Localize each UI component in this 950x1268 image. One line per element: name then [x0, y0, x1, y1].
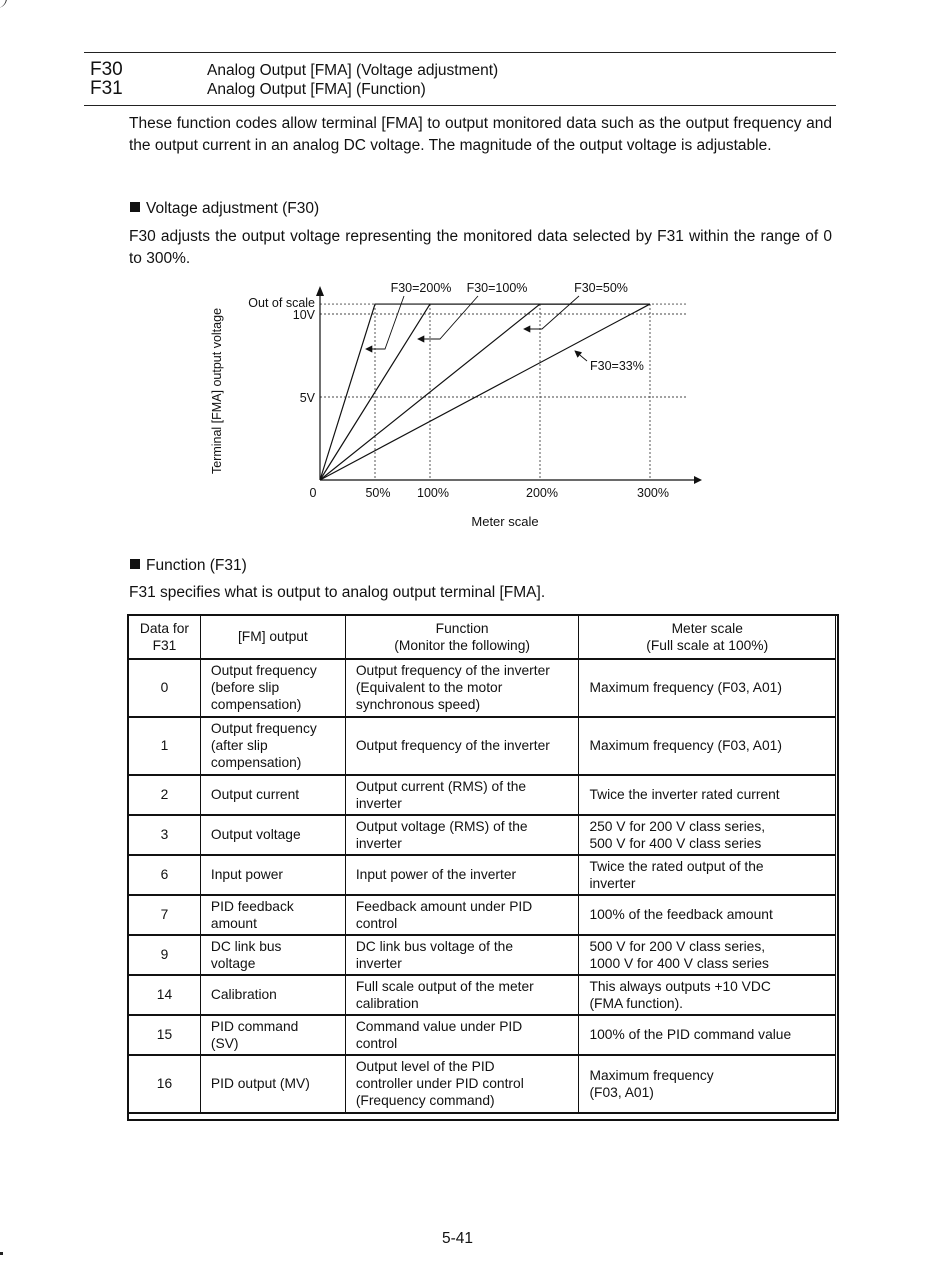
series-label-2: F30=50%: [574, 281, 628, 295]
series-leader-1: [418, 296, 478, 339]
x-tick-label-0: 0: [309, 486, 317, 500]
y-axis-arrow-icon: [316, 286, 324, 296]
fm-output-cell-line: compensation): [210, 697, 302, 712]
meter-scale-cell: [579, 659, 836, 717]
fm-output-cell-line: PID feedback: [210, 898, 294, 914]
fm-output-cell: [200, 775, 345, 815]
data-code-cell: 2: [129, 775, 201, 815]
meter-scale-cell-line: Maximum frequency: [589, 1067, 714, 1083]
column-header-line: Data for: [139, 620, 189, 636]
fm-output-cell-line: compensation): [210, 755, 302, 770]
y-tick-label-1: 10V: [292, 308, 315, 322]
function-cell: [345, 1055, 579, 1113]
y-tick-label-0: 5V: [299, 391, 315, 405]
function-code-f31: F31: [90, 78, 123, 99]
x-tick-label-3: 200%: [526, 486, 558, 500]
function-title-f31: Analog Output [FMA] (Function): [207, 81, 426, 98]
function-cell-line: Full scale output of the meter: [355, 978, 534, 994]
meter-scale-cell: [579, 975, 836, 1015]
f31-function-table: [128, 615, 836, 1114]
series-label-0: F30=200%: [390, 281, 452, 295]
function-cell: [345, 895, 579, 935]
table-row: [129, 775, 836, 815]
function-cell: [345, 1015, 579, 1055]
series-leader-2: [524, 296, 579, 329]
function-cell-line: Output current (RMS) of the: [355, 778, 527, 794]
function-cell-line: Input power of the inverter: [355, 867, 517, 882]
table-row: [129, 1015, 836, 1055]
data-code-cell: 16: [129, 1055, 201, 1113]
column-header-line: F31: [152, 637, 177, 653]
fm-output-cell-line: amount: [210, 915, 257, 931]
function-cell-line: Output frequency of the inverter: [355, 738, 550, 753]
table-row: [129, 855, 836, 895]
column-header-line: (Full scale at 100%): [646, 637, 769, 653]
fm-output-cell-line: DC link bus: [210, 938, 282, 954]
column-header: [579, 616, 836, 659]
fm-output-cell: [200, 717, 345, 775]
function-cell-line: DC link bus voltage of the: [355, 938, 514, 954]
function-cell: [345, 935, 579, 975]
function-cell-line: inverter: [355, 955, 402, 971]
fm-output-cell-line: PID command: [210, 1018, 299, 1034]
voltage-adjustment-heading: Voltage adjustment (F30): [130, 199, 319, 219]
function-cell: [345, 659, 579, 717]
function-cell: [345, 815, 579, 855]
function-cell-line: (Frequency command): [355, 1093, 495, 1108]
function-paragraph: F31 specifies what is output to analog output terminal [FMA].: [129, 584, 546, 601]
fm-output-cell: [200, 975, 345, 1015]
y-axis-label: Terminal [FMA] output voltage: [210, 307, 224, 475]
function-cell: [345, 975, 579, 1015]
series-line-3: [320, 304, 650, 480]
column-header-line: Function: [435, 620, 489, 636]
meter-scale-cell: [579, 717, 836, 775]
meter-scale-cell: [579, 1055, 836, 1113]
data-code-cell: 14: [129, 975, 201, 1015]
x-tick-label-2: 100%: [417, 486, 449, 500]
fm-output-cell-line: (after slip: [210, 738, 268, 753]
fm-output-cell: [200, 855, 345, 895]
series-leader-3: [575, 351, 587, 361]
column-header: [345, 616, 579, 659]
column-header: [200, 616, 345, 659]
bullet-square-icon: [130, 559, 140, 569]
series-label-1: F30=100%: [466, 281, 528, 295]
data-code-cell: 9: [129, 935, 201, 975]
fm-output-cell: [200, 1015, 345, 1055]
meter-scale-cell: [579, 855, 836, 895]
fm-output-cell: [200, 895, 345, 935]
data-code-cell: 1: [129, 717, 201, 775]
intro-paragraph: These function codes allow terminal [FMA] to output monitored data such as the output frequency and the output current in an analog DC voltage. The magnitude of the output voltage is adjustable.: [129, 115, 832, 154]
meter-scale-cell: [579, 895, 836, 935]
fm-output-cell-line: Output current: [210, 787, 300, 802]
fm-output-cell: [200, 659, 345, 717]
function-cell-line: Feedback amount under PID: [355, 898, 533, 914]
column-header: [129, 616, 201, 659]
function-cell-line: Output frequency of the inverter: [355, 663, 550, 678]
data-code-cell: 0: [129, 659, 201, 717]
meter-scale-cell-line: 1000 V for 400 V class series: [589, 955, 769, 971]
series-label-3: F30=33%: [590, 359, 644, 373]
function-cell-line: control: [355, 915, 398, 931]
fm-output-cell-line: Input power: [210, 867, 284, 882]
meter-scale-cell-line: Maximum frequency (F03, A01): [589, 680, 782, 695]
meter-scale-cell: [579, 935, 836, 975]
fm-output-cell-line: (before slip: [210, 680, 280, 695]
function-cell-line: Output voltage (RMS) of the: [355, 818, 528, 834]
function-code-f30: F30: [90, 59, 123, 80]
table-row: [129, 815, 836, 855]
function-heading: Function (F31): [130, 556, 247, 576]
meter-scale-cell-line: Maximum frequency (F03, A01): [589, 738, 782, 753]
data-code-cell: 3: [129, 815, 201, 855]
x-axis-label: Meter scale: [471, 514, 539, 529]
column-header-line: Meter scale: [671, 620, 743, 636]
function-cell-line: Output level of the PID: [355, 1059, 495, 1074]
data-code-cell: 15: [129, 1015, 201, 1055]
function-cell-line: controller under PID control: [355, 1076, 524, 1091]
meter-scale-cell-line: This always outputs +10 VDC: [589, 978, 771, 994]
fm-output-cell-line: Output frequency: [210, 663, 317, 678]
function-cell-line: (Equivalent to the motor: [355, 680, 503, 695]
table-row: [129, 895, 836, 935]
function-cell-line: calibration: [355, 995, 419, 1011]
function-cell: [345, 855, 579, 895]
fm-output-cell-line: Output frequency: [210, 721, 317, 736]
function-cell-line: inverter: [355, 795, 402, 811]
x-tick-label-1: 50%: [365, 486, 391, 500]
page-number: 5-41: [441, 1230, 474, 1247]
meter-scale-cell: [579, 1015, 836, 1055]
meter-scale-cell-line: 250 V for 200 V class series,: [589, 818, 766, 834]
fm-output-cell: [200, 1055, 345, 1113]
table-header-row: [129, 616, 836, 659]
fm-output-cell: [200, 935, 345, 975]
meter-scale-cell-line: Twice the inverter rated current: [589, 787, 780, 802]
meter-scale-cell-line: 100% of the PID command value: [589, 1027, 792, 1042]
x-tick-label-4: 300%: [637, 486, 669, 500]
meter-scale-cell-line: 500 V for 400 V class series: [589, 835, 762, 851]
table-row: [129, 717, 836, 775]
data-code-cell: 7: [129, 895, 201, 935]
column-header-line: [FM] output: [237, 629, 308, 645]
meter-scale-cell-line: Twice the rated output of the: [589, 858, 764, 874]
table-row: [129, 935, 836, 975]
table-row: [129, 659, 836, 717]
voltage-adjustment-paragraph: F30 adjusts the output voltage representing the monitored data selected by F31 within the range of 0 to 300%.: [129, 228, 832, 267]
meter-scale-cell-line: inverter: [589, 875, 636, 891]
fm-output-cell-line: PID output (MV): [210, 1076, 310, 1091]
meter-scale-cell-line: 100% of the feedback amount: [589, 907, 773, 922]
data-code-cell: 6: [129, 855, 201, 895]
meter-scale-cell-line: 500 V for 200 V class series,: [589, 938, 766, 954]
fm-output-cell: [200, 815, 345, 855]
voltage-adjustment-chart: [0, 0, 950, 560]
function-title-f30: Analog Output [FMA] (Voltage adjustment): [207, 62, 499, 79]
function-cell-line: Command value under PID: [355, 1018, 523, 1034]
meter-scale-cell: [579, 815, 836, 855]
meter-scale-cell-line: (F03, A01): [589, 1084, 654, 1100]
function-cell: [345, 775, 579, 815]
scan-edge-dot: [0, 1252, 3, 1255]
y-tick-label-2: Out of scale: [248, 296, 315, 311]
x-axis-arrow-icon: [694, 476, 702, 484]
column-header-line: (Monitor the following): [394, 637, 530, 653]
function-cell-line: control: [355, 1035, 398, 1051]
table-row: [129, 1055, 836, 1113]
table-row: [129, 975, 836, 1015]
function-cell-line: inverter: [355, 835, 402, 851]
meter-scale-cell-line: (FMA function).: [589, 995, 683, 1011]
function-cell: [345, 717, 579, 775]
function-cell-line: synchronous speed): [355, 697, 481, 712]
fm-output-cell-line: voltage: [210, 955, 256, 971]
fm-output-cell-line: (SV): [210, 1035, 239, 1051]
fm-output-cell-line: Calibration: [210, 987, 277, 1002]
fm-output-cell-line: Output voltage: [210, 827, 301, 842]
meter-scale-cell: [579, 775, 836, 815]
